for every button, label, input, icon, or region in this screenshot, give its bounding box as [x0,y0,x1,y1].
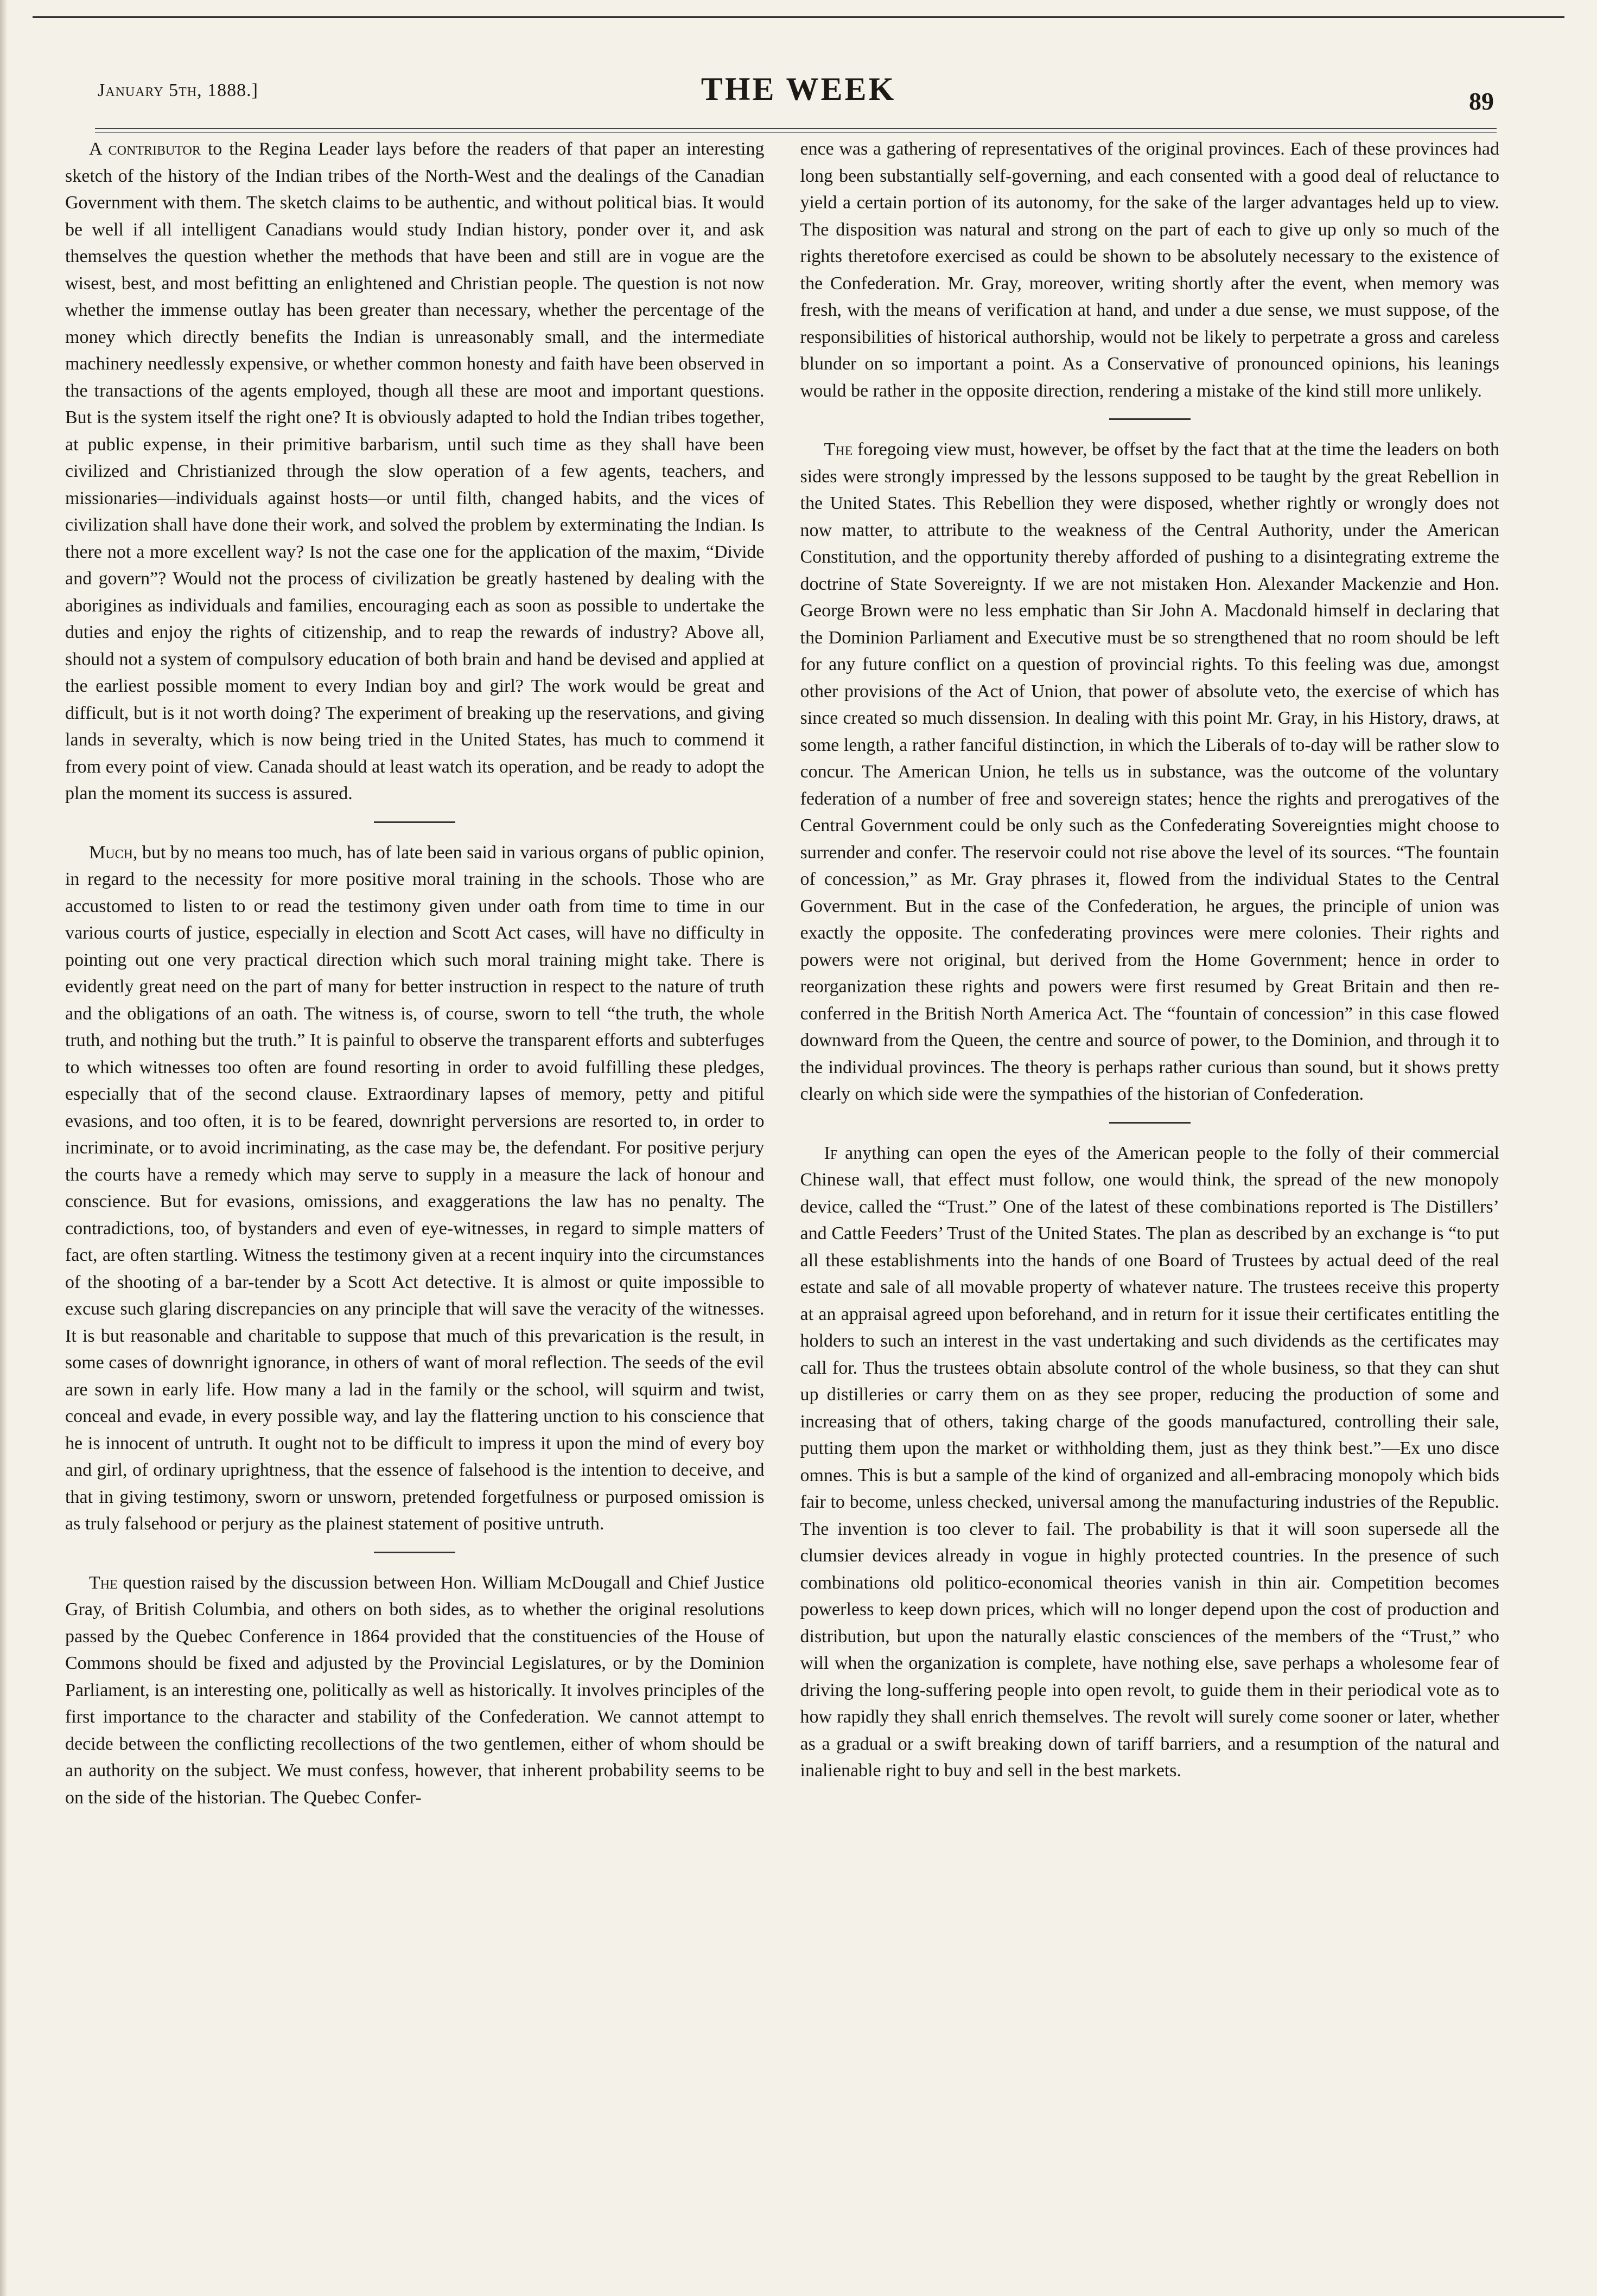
article-divider [374,821,455,823]
article-lead: The [824,439,853,460]
article-quebec-conference [65,1570,765,1812]
article-body: but by no means too much, has of late been said in various organs of public opinion, in regard to the necessity for more positive moral training in the schools. Those who are accustomed to listen to or read the testimony given under oath from time to time in our various courts of justice, especially in election and Scott Act cases, will have no difficulty in pointing out one very practical direction which such moral training might take. There is evidently great need on the part of many for better instruction in respect to the nature of truth and the obligations of an oath. The witness is, of course, sworn to tell “the truth, the whole truth, and nothing but the truth.” It is painful to observe the transparent efforts and subterfuges to which witnesses too often are found resorting in order to avoid fulfilling these pledges, especially that of the second clause. Extraordinary lapses of memory, petty and pitiful evasions, and too often, it is to be feared, downright perversions are resorted to, in order to incriminate, or to avoid incriminating, as the case may be, the defendant. For positive perjury the courts have a remedy which may serve to supply in a measure the lack of honour and conscience. But for evasions, omissions, and exaggerations the law has no penalty. The contradictions, too, of bystanders and even of eye-witnesses, in regard to simple matters of fact, are often startling. Witness the testimony given at a recent inquiry into the circumstances of the shooting of a bar-tender by a Scott Act detective. It is almost or quite impossible to excuse such glaring discrepancies on any principle that will save the veracity of the witnesses. It is but reasonable and charitable to suppose that much of this prevarication is the result, in some cases of downright ignorance, in others of want of moral reflection. The seeds of the evil are sown in early life. How many a lad in the family or the school, will squirm and twist, conceal and evade, in every possible way, and lay the flattering unction to his conscience that he is innocent of untruth. It ought not to be difficult to impress it upon the mind of every boy and girl, of ordinary uprightness, that the essence of falsehood is the intention to deceive, and that in giving testimony, sworn or unsworn, pretended forgetfulness or purposed omission is as truly falsehood or perjury as the plainest statement of positive untruth. [65,842,765,1534]
article-lead: If [824,1143,838,1163]
issue-date: January 5th, 1888.] [98,80,258,100]
page-binding-edge [0,0,8,2296]
article-moral-training [65,839,765,1538]
column-left [65,136,765,2263]
article-divider [1109,1122,1191,1124]
page-header [81,71,1516,125]
article-body: anything can open the eyes of the American people to the folly of their commercial Chinese wall, that effect must follow, one would think, the spread of the new monopoly device, called the “Trust.” One of the latest of these combinations reported is The Distillers’ and Cattle Feeders’ Trust of the United States. The plan as described by an exchange is “to put all these establishments into the hands of one Board of Trustees by actual deed of the real estate and sale of all movable property of whatever nature. The trustees receive this property at an appraisal agreed upon beforehand, and in return for it issue their certificates entitling the holders to such an interest in the vast undertaking and such dividends as the certificates may call for. Thus the trustees obtain absolute control of the whole business, so that they can shut up distilleries or carry them on as they see proper, reducing the production of some and increasing that of others, taking charge of the goods manufactured, controlling their sale, putting them upon the market or withholding them, just as they think best.”—Ex uno disce omnes. This is but a sample of the kind of organized and all-embracing monopoly which bids fair to become, unless checked, universal among the manufacturing industries of the Republic. The invention is too clever to fail. The probability is that it will soon supersede all the clumsier devices already in vogue in highly protected countries. In the presence of such combinations old politico-economical theories vanish in thin air. Competition becomes powerless to keep down prices, which will no longer depend upon the cost of production and distribution, but upon the naturally elastic consciences of the members of the “Trust,” who will when the organization is complete, have nothing else, save perhaps a wholesome fear of driving the long-suffering people into open revolt, to guide them in their periodical vote as to how rapidly they shall enrich themselves. The revolt will surely come sooner or later, whether as a gradual or a swift breaking down of tariff barriers, and a resumption of the natural and inalienable right to buy and sell in the best markets. [800,1143,1499,1781]
page-number: 89 [1469,87,1494,115]
article-rebellion-lessons [800,436,1500,1108]
article-body: question raised by the discussion between Hon. William McDougall and Chief Justice Gray, of British Columbia, and others on both sides, as to whether the original resolutions passed by the Quebec Conference in 1864 provided that the constituencies of the House of Commons should be fixed and adjusted by the Provincial Legislatures, or by the Dominion Parliament, is an interesting one, politically as well as historically. It involves principles of the first importance to the character and stability of the Confederation. We cannot attempt to decide between the conflicting recollections of the two gentlemen, either of whom should be an authority on the subject. We must confess, however, that inherent probability seems to be on the side of the historian. The Quebec Confer- [65,1572,765,1808]
article-lead: Much, [89,842,138,863]
top-rule [33,16,1564,18]
article-body: to the Regina Leader lays before the readers of that paper an interesting sketch of the history of the Indian tribes of the North-West and the dealings of the Canadian Government with them. The sketch claims to be authentic, and without political bias. It would be well if all intelligent Canadians would study Indian history, ponder over it, and ask themselves the question whether the methods that have been and still are in vogue are the wisest, best, and most befitting an enlightened and Christian people. The question is not now whether the immense outlay has been greater than necessary, whether the percentage of the money which directly benefits the Indian is unreasonably small, and the intermediate machinery needlessly expensive, or whether common honesty and faith have been observed in the transactions of the agents employed, though all these are moot and important questions. But is the system itself the right one? It is obviously adapted to hold the Indian tribes together, at public expense, in their primitive barbarism, until such time as they shall have been civilized and Christianized through the slow operation of a few agents, teachers, and missionaries—individuals against hosts—or until filth, changed habits, and the vices of civilization shall have done their work, and solved the problem by exterminating the Indian. Is there not a more excellent way? Is not the case one for the application of the maxim, “Divide and govern”? Would not the process of civilization be greatly hastened by dealing with the aborigines as individuals and families, encouraging each as soon as possible to undertake the duties and enjoy the rights of citizenship, and to reap the rewards of industry? Above all, should not a system of compulsory education of both brain and hand be devised and applied at the earliest possible moment to every Indian boy and girl? The work would be great and difficult, but is it not worth doing? The experiment of breaking up the reservations, and giving lands in severalty, which is now being tried in the United States, has much to commend it from every point of view. Canada should at least watch its operation, and be ready to adopt the plan the moment its success is assured. [65,139,765,803]
article-lead: A contributor [89,139,201,159]
header-rule [95,128,1497,129]
text-columns [65,136,1499,2263]
article-divider [374,1552,455,1553]
article-body: foregoing view must, however, be offset by the fact that at the time the leaders on both sides were strongly impressed by the lessons supposed to be taught by the great Rebellion in the United States. This Rebellion they were disposed, whether rightly or wrongly does not now matter, to attribute to the weakness of the Central Authority, under the American Constitution, and the opportunity thereby afforded of pushing to a disintegrating extreme the doctrine of State Sovereignty. If we are not mistaken Hon. Alexander Mackenzie and Hon. George Brown were no less emphatic than Sir John A. Macdonald himself in declaring that the Dominion Parliament and Executive must be so strengthened that no room should be left for any future conflict on a question of provincial rights. To this feeling was due, amongst other provisions of the Act of Union, that power of absolute veto, the exercise of which has since created so much dissension. In dealing with this point Mr. Gray, in his History, draws, at some length, a rather fanciful distinction, in which the Liberals of to-day will be rather slow to concur. The American Union, he tells us in substance, was the outcome of the voluntary federation of a number of free and sovereign states; hence the rights and prerogatives of the Central Government could be only such as the Confederating Sovereignties might choose to surrender and confer. The reservoir could not rise above the level of its sources. “The fountain of concession,” as Mr. Gray phrases it, flowed from the individual States to the Central Government. But in the case of the Confederation, he argues, the principle of union was exactly the opposite. The confederating provinces were mere colonies. Their rights and powers were not original, but derived from the Home Government; hence in order to reorganization these rights and powers were first resumed by Great Britain and then re-conferred in the British North America Act. The “fountain of concession” in this case flowed downward from the Queen, the centre and source of power, to the Dominion, and through it to the individual provinces. The theory is perhaps rather curious than sound, but it shows pretty clearly on which side were the sympathies of the historian of Confederation. [800,439,1499,1104]
header-rule-thin [95,132,1497,133]
article-indian-tribes [65,136,765,807]
publication-title: THE WEEK [701,71,896,107]
article-lead: The [89,1572,118,1593]
article-quebec-conference-continued: ence was a gathering of representatives of the original provinces. Each of these provinces had long been substantially self-governing, and each consented with a good deal of reluctance to yield a certain portion of its autonomy, for the sake of the larger advantages held up to view. The disposition was natural and strong on the part of each to give up only so much of the rights theretofore exercised as could be shown to be absolutely necessary to the existence of the Confederation. Mr. Gray, moreover, writing shortly after the event, when memory was fresh, with the means of verification at hand, and under a due sense, we must suppose, of the responsibilities of historical authorship, would not be likely to perpetrate a gross and careless blunder on so important a point. As a Conservative of pronounced opinions, his leanings would be rather in the opposite direction, rendering a mistake of the kind still more unlikely. [800,139,1499,401]
column-right [800,136,1500,2263]
article-trust-monopoly [800,1140,1500,1784]
article-divider [1109,418,1191,420]
